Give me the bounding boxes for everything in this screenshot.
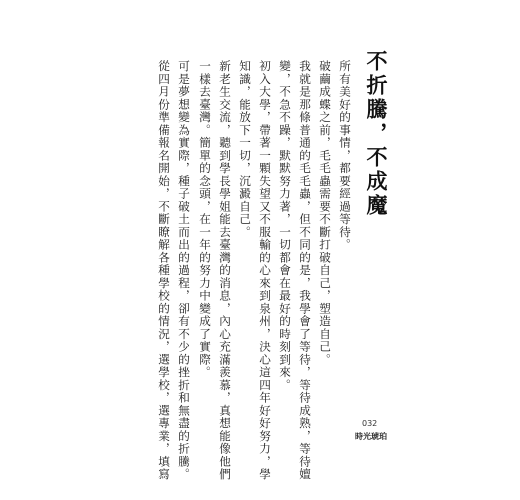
book-title-footer: 時光琥珀 bbox=[355, 431, 387, 441]
text-line-5: 初入大學，帶著一顆失望又不服輸的心來到泉州，決心這四年好好努力，學 bbox=[258, 60, 272, 481]
text-line-3: 我就是那條普通的毛毛蟲，但不同的是，我學會了等待，等待成熟，等待嬗 bbox=[298, 60, 312, 481]
text-line-2: 破繭成蝶之前，毛毛蟲需要不斷打破自己，塑造自己。 bbox=[318, 60, 332, 366]
text-line-9: 可是夢想變為實際，種子破土而出的過程，卻有不少的挫折和無盡的折騰。 bbox=[177, 60, 191, 481]
text-line-4: 變，不急不躁，默默努力著，一切都會在最好的時刻到來。 bbox=[278, 60, 292, 392]
page-number: 032 bbox=[362, 419, 378, 428]
text-line-8: 一樣去臺灣。簡單的念頭，在一年的努力中變成了實際。 bbox=[198, 60, 212, 379]
text-line-1: 所有美好的事情，都要經過等待。 bbox=[338, 60, 352, 252]
text-line-10: 從四月份準備報名開始，不斷瞭解各種學校的情況，選學校，選專業，填寫 bbox=[157, 60, 171, 481]
text-line-7: 新老生交流，聽到學長學姐能去臺灣的消息，內心充滿羨慕，真想能像他們 bbox=[218, 60, 232, 481]
chapter-title: 不折騰，不成魔 bbox=[364, 50, 389, 218]
text-line-6: 知識，能放下一切，沉澱自己。 bbox=[238, 60, 252, 239]
